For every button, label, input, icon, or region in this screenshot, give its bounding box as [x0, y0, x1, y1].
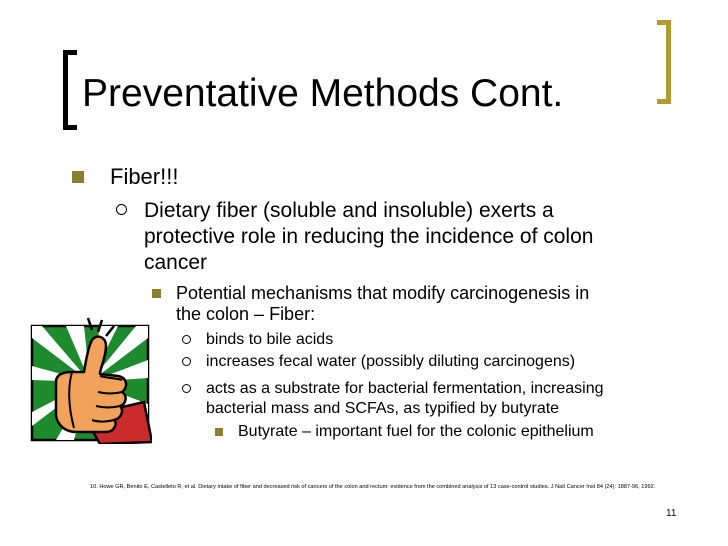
citation: 10. Howe GR, Benito E, Castelleto R, et al. Dietary intake of fiber and decreased risk of cancers of the colon and rectum: evidence from the combined analysis of 13 case-control studies. J Natl Cancer Inst 84 (24): 1887-96, 1992. — [90, 484, 656, 490]
slide-title: Preventative Methods Cont. — [82, 72, 564, 115]
square-bullet-icon — [152, 289, 161, 298]
circle-bullet-icon — [182, 357, 191, 366]
square-bullet-icon — [72, 171, 84, 183]
bullet-dietary-fiber-line1: Dietary fiber (soluble and insoluble) exerts a — [144, 199, 554, 222]
bullet-mechanisms-line1: Potential mechanisms that modify carcinogenesis in — [176, 283, 590, 303]
sub-item-substrate-line2: bacterial mass and SCFAs, as typified by butyrate — [206, 400, 560, 417]
sub-item-bile-acids: binds to bile acids — [206, 331, 334, 348]
title-bracket-left — [63, 50, 77, 130]
bullet-fiber: Fiber!!! — [110, 164, 179, 189]
bullet-dietary-fiber-line2: protective role in reducing the incidence of colon — [144, 225, 594, 248]
sub-item-substrate-line1: acts as a substrate for bacterial fermentation, increasing — [206, 380, 604, 397]
square-bullet-icon — [215, 428, 223, 436]
circle-bullet-icon — [116, 204, 127, 215]
bullet-mechanisms-line2: the colon – Fiber: — [176, 304, 316, 324]
thumbs-up-icon — [26, 316, 152, 444]
page-number: 11 — [666, 508, 677, 519]
bullet-dietary-fiber-line3: cancer — [144, 251, 208, 274]
circle-bullet-icon — [182, 335, 191, 344]
title-bracket-right — [657, 20, 671, 104]
sub-item-fecal-water: increases fecal water (possibly diluting carcinogens) — [206, 353, 576, 370]
bullet-butyrate: Butyrate – important fuel for the colonic epithelium — [238, 423, 594, 440]
circle-bullet-icon — [182, 384, 191, 393]
